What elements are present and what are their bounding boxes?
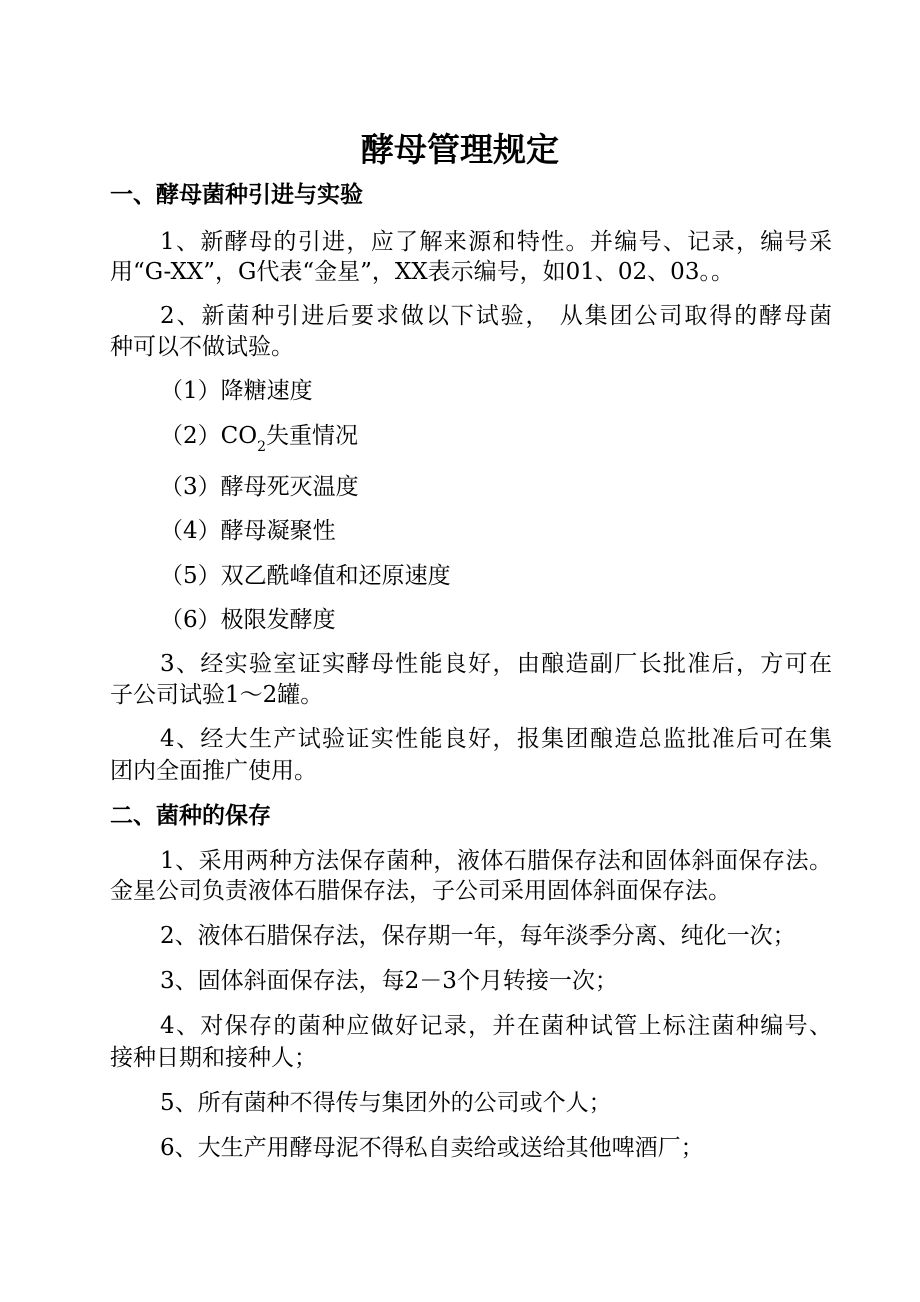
test-item: （1）降糖速度: [160, 378, 313, 404]
paragraph-line: 金星公司负责液体石腊保存法，子公司采用固体斜面保存法。: [110, 878, 731, 904]
paragraph-line: 6、大生产用酵母泥不得私自卖给或送给其他啤酒厂；: [160, 1135, 704, 1161]
document-title: 酵母管理规定: [361, 130, 559, 169]
paragraph-line: 2、液体石腊保存法，保存期一年，每年淡季分离、纯化一次；: [160, 923, 796, 949]
paragraph-line: 1、新酵母的引进，应了解来源和特性。并编号、记录，编号采: [160, 229, 832, 255]
section-heading-2: 二、菌种的保存: [110, 803, 271, 829]
paragraph-line: 3、经实验室证实酵母性能良好，由酿造副厂长批准后，方可在: [160, 651, 832, 677]
test-item-prefix: （2）CO: [160, 423, 258, 449]
test-item: [160, 421, 358, 462]
test-item: （6）极限发酵度: [160, 607, 336, 633]
paragraph-line: 4、对保存的菌种应做好记录，并在菌种试管上标注菌种编号、: [160, 1013, 832, 1039]
paragraph-line: 5、所有菌种不得传与集团外的公司或个人；: [160, 1090, 612, 1116]
paragraph-line: 团内全面推广使用。: [110, 758, 317, 784]
paragraph-line: 种可以不做试验。: [110, 334, 294, 360]
paragraph-line: 3、固体斜面保存法，每2－3个月转接一次；: [160, 968, 618, 994]
test-item-suffix: 失重情况: [266, 423, 359, 449]
paragraph-line: 1、采用两种方法保存菌种，液体石腊保存法和固体斜面保存法。: [160, 848, 832, 874]
paragraph-line: 4、经大生产试验证实性能良好，报集团酿造总监批准后可在集: [160, 726, 832, 752]
test-item: （5）双乙酰峰值和还原速度: [160, 563, 451, 589]
paragraph-line: 接种日期和接种人；: [110, 1045, 317, 1071]
paragraph-line: 子公司试验1～2罐。: [110, 682, 324, 708]
section-heading-1: 一、酵母菌种引进与实验: [110, 182, 363, 208]
paragraph-line: 用“G-XX”，G代表“金星”，XX表示编号，如01、02、03。。: [110, 259, 734, 285]
test-item: （4）酵母凝聚性: [160, 518, 336, 544]
paragraph-line: 2、新菌种引进后要求做以下试验， 从集团公司取得的酵母菌: [160, 303, 832, 329]
subscript: 2: [257, 439, 267, 455]
test-item: （3）酵母死灭温度: [160, 474, 359, 500]
